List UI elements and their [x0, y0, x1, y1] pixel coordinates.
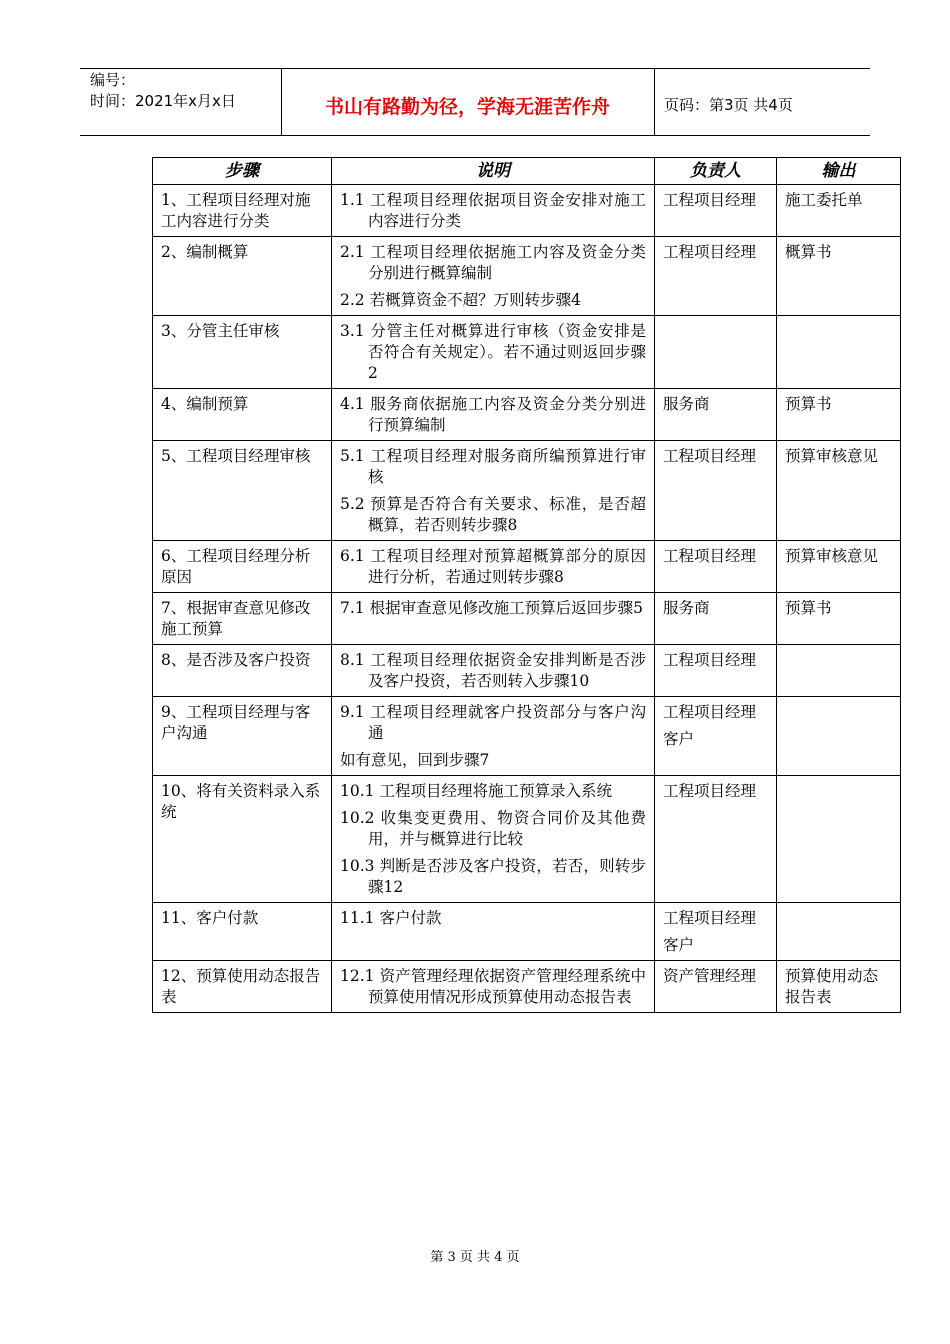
table-row: [153, 776, 901, 903]
header-rule-top: [80, 68, 870, 69]
header-page-info: 页码：第3页 共4页: [664, 96, 793, 114]
output-cell: 概算书: [777, 237, 901, 316]
col-header-owner: 负责人: [655, 158, 777, 185]
description-cell: [332, 185, 655, 237]
output-cell: 预算书: [777, 389, 901, 441]
table-row: [153, 389, 901, 441]
description-item: 10.2 收集变更费用、物资合同价及其他费用，并与概算进行比较: [340, 809, 646, 848]
step-cell: 4、编制预算: [153, 389, 332, 441]
step-cell: 3、分管主任审核: [153, 316, 332, 389]
output-cell: [777, 645, 901, 697]
description-cell: [332, 541, 655, 593]
description-item: 1.1 工程项目经理依据项目资金安排对施工内容进行分类: [340, 191, 646, 230]
description-cell: [332, 961, 655, 1013]
table-row: [153, 593, 901, 645]
step-cell: 5、工程项目经理审核: [153, 441, 332, 541]
owner-cell: [655, 316, 777, 389]
description-item: 5.1 工程项目经理对服务商所编预算进行审核: [340, 447, 646, 486]
header-rule-bottom: [80, 135, 870, 136]
owner-cell: [655, 441, 777, 541]
step-cell: 11、客户付款: [153, 903, 332, 961]
owner-name: 工程项目经理: [663, 447, 757, 465]
description-cell: [332, 593, 655, 645]
owner-cell: [655, 697, 777, 776]
description-item: 6.1 工程项目经理对预算超概算部分的原因进行分析，若通过则转步骤8: [340, 547, 646, 586]
owner-name: 资产管理经理: [663, 967, 757, 985]
output-cell: 预算审核意见: [777, 541, 901, 593]
doc-number-label: 编号：: [90, 71, 136, 89]
step-cell: 1、工程项目经理对施工内容进行分类: [153, 185, 332, 237]
description-item: 9.1 工程项目经理就客户投资部分与客户沟通: [340, 703, 646, 742]
owner-cell: [655, 541, 777, 593]
owner-cell: [655, 593, 777, 645]
description-item: 7.1 根据审查意见修改施工预算后返回步骤5: [340, 599, 643, 617]
step-cell: 7、根据审查意见修改施工预算: [153, 593, 332, 645]
owner-name: 工程项目经理: [663, 782, 757, 800]
description-cell: [332, 237, 655, 316]
owner-cell: [655, 776, 777, 903]
owner-name: 服务商: [663, 395, 710, 413]
owner-name: 工程项目经理: [663, 703, 757, 721]
description-item: 5.2 预算是否符合有关要求、标准，是否超概算，若否则转步骤8: [340, 495, 646, 534]
col-header-desc: 说明: [332, 158, 655, 185]
description-item: 如有意见，回到步骤7: [340, 751, 490, 769]
table-row: [153, 961, 901, 1013]
description-cell: [332, 645, 655, 697]
output-cell: [777, 776, 901, 903]
owner-name: 工程项目经理: [663, 909, 757, 927]
owner-name: 工程项目经理: [663, 243, 757, 261]
description-item: 3.1 分管主任对概算进行审核（资金安排是否符合有关规定）。若不通过则返回步骤2: [340, 322, 646, 382]
step-cell: 8、是否涉及客户投资: [153, 645, 332, 697]
description-item: 10.1 工程项目经理将施工预算录入系统: [340, 782, 612, 800]
table-header-row: [153, 158, 901, 185]
table-row: [153, 316, 901, 389]
step-cell: 10、将有关资料录入系统: [153, 776, 332, 903]
description-cell: [332, 903, 655, 961]
output-cell: [777, 903, 901, 961]
owner-cell: [655, 961, 777, 1013]
output-cell: 预算使用动态报告表: [777, 961, 901, 1013]
owner-name: 工程项目经理: [663, 191, 757, 209]
description-item: 4.1 服务商依据施工内容及资金分类分别进行预算编制: [340, 395, 646, 434]
owner-cell: [655, 237, 777, 316]
table-row: [153, 645, 901, 697]
description-item: 8.1 工程项目经理依据资金安排判断是否涉及客户投资，若否则转入步骤10: [340, 651, 646, 690]
output-cell: [777, 316, 901, 389]
table-row: [153, 697, 901, 776]
col-header-step: 步骤: [153, 158, 332, 185]
description-cell: [332, 316, 655, 389]
process-table: [152, 157, 901, 1013]
step-cell: 6、工程项目经理分析原因: [153, 541, 332, 593]
description-cell: [332, 441, 655, 541]
doc-date: 时间：2021年x月x日: [90, 92, 236, 110]
output-cell: 施工委托单: [777, 185, 901, 237]
table-row: [153, 441, 901, 541]
page-footer: 第 3 页 共 4 页: [430, 1250, 520, 1265]
table-row: [153, 903, 901, 961]
description-item: 11.1 客户付款: [340, 909, 442, 927]
owner-name: 客户: [663, 936, 695, 954]
step-cell: 12、预算使用动态报告表: [153, 961, 332, 1013]
description-item: 2.2 若概算资金不超？万则转步骤4: [340, 291, 581, 309]
description-item: 12.1 资产管理经理依据资产管理经理系统中预算使用情况形成预算使用动态报告表: [340, 967, 646, 1006]
owner-cell: [655, 185, 777, 237]
owner-name: 工程项目经理: [663, 651, 757, 669]
output-cell: 预算审核意见: [777, 441, 901, 541]
description-cell: [332, 389, 655, 441]
description-item: 2.1 工程项目经理依据施工内容及资金分类分别进行概算编制: [340, 243, 646, 282]
owner-name: 工程项目经理: [663, 547, 757, 565]
owner-cell: [655, 389, 777, 441]
owner-name: 服务商: [663, 599, 710, 617]
table-row: [153, 185, 901, 237]
header-meta: [90, 70, 236, 112]
output-cell: [777, 697, 901, 776]
owner-cell: [655, 645, 777, 697]
col-header-output: 输出: [777, 158, 901, 185]
description-cell: [332, 697, 655, 776]
step-cell: 9、工程项目经理与客户沟通: [153, 697, 332, 776]
description-item: 10.3 判断是否涉及客户投资，若否，则转步骤12: [340, 857, 646, 896]
table-row: [153, 237, 901, 316]
header-motto: 书山有路勤为径，学海无涯苦作舟: [324, 96, 610, 118]
owner-cell: [655, 903, 777, 961]
header-divider-right: [654, 68, 655, 135]
table-row: [153, 541, 901, 593]
owner-name: 客户: [663, 730, 695, 748]
description-cell: [332, 776, 655, 903]
output-cell: 预算书: [777, 593, 901, 645]
step-cell: 2、编制概算: [153, 237, 332, 316]
